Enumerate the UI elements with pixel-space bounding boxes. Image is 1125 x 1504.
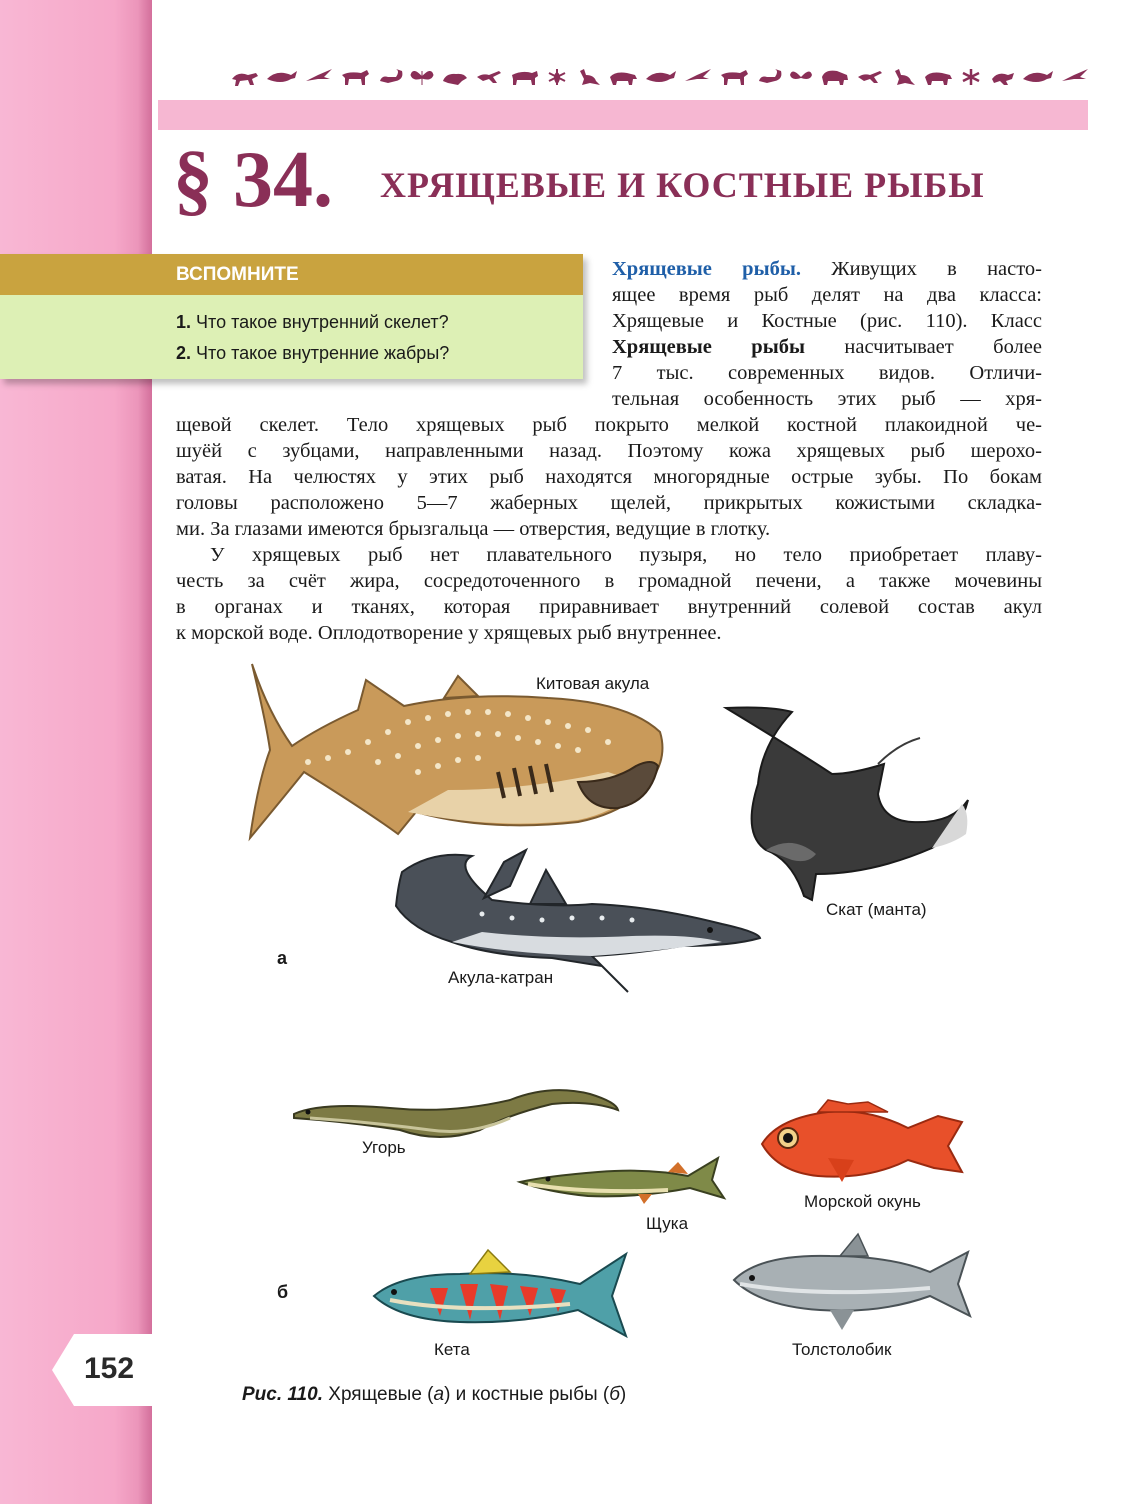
question-text: Что такое внутренние жабры? bbox=[196, 343, 450, 363]
sea-perch-illustration bbox=[758, 1098, 968, 1188]
label-eel: Угорь bbox=[362, 1138, 406, 1157]
figure-letter-b: б bbox=[277, 1282, 289, 1302]
text-line: щевой скелет. Тело хрящевых рыб покрыто мелкой костной плакоидной че- bbox=[176, 414, 1042, 436]
header-band bbox=[158, 100, 1088, 130]
animal-icon bbox=[230, 67, 260, 87]
butterfly-icon bbox=[409, 67, 435, 87]
dolphin-icon bbox=[265, 67, 299, 87]
insect-icon bbox=[545, 67, 569, 87]
animal-silhouette-row bbox=[230, 64, 1090, 90]
caption-text: ) bbox=[619, 1384, 627, 1405]
animal-icon bbox=[339, 67, 371, 87]
page-number: 152 bbox=[84, 1352, 135, 1385]
scorpion-icon bbox=[755, 67, 783, 87]
kangaroo-icon bbox=[889, 67, 917, 87]
bird-icon bbox=[1060, 67, 1090, 87]
remember-box bbox=[0, 254, 583, 379]
paragraph-1-bottom bbox=[176, 412, 1042, 542]
label-silver-carp: Толстолобик bbox=[792, 1340, 892, 1359]
caption-a: а bbox=[433, 1384, 445, 1405]
section-title: ХРЯЩЕВЫЕ И КОСТНЫЕ РЫБЫ bbox=[380, 165, 985, 205]
pike-illustration bbox=[518, 1152, 728, 1206]
silver-carp-illustration bbox=[730, 1232, 974, 1332]
caption-text: ) и костные рыбы ( bbox=[444, 1384, 610, 1405]
question-item bbox=[176, 338, 583, 369]
paragraph-1-top bbox=[612, 256, 1042, 412]
lizard-icon bbox=[475, 67, 503, 87]
text-line: Хрящевые и Костные (рис. 110). Класс bbox=[612, 310, 1042, 332]
text-span: насчитывает более bbox=[844, 336, 1042, 358]
text-line: ящее время рыб делят на два класса: bbox=[612, 284, 1042, 306]
figure-caption bbox=[242, 1384, 626, 1406]
text-line bbox=[612, 334, 1042, 360]
section-number: § 34. bbox=[173, 136, 333, 224]
text-line: к морской воде. Оплодотворение у хрящевых рыб внутреннее. bbox=[176, 622, 722, 644]
figure-letter-a: а bbox=[277, 948, 288, 968]
insect-icon bbox=[959, 67, 983, 87]
boar-icon bbox=[922, 67, 954, 87]
dolphin-icon bbox=[1021, 67, 1055, 87]
left-margin-strip bbox=[0, 0, 152, 1504]
question-number: 1. bbox=[176, 312, 192, 332]
caption-number: Рис. 110. bbox=[242, 1384, 323, 1405]
eel-illustration bbox=[290, 1078, 622, 1148]
question-number: 2. bbox=[176, 343, 192, 363]
bold-term: Хрящевые рыбы bbox=[612, 336, 805, 358]
bull-icon bbox=[508, 67, 540, 87]
bird-icon bbox=[304, 67, 334, 87]
left-margin-shadow bbox=[138, 0, 152, 1504]
label-perch: Морской окунь bbox=[804, 1192, 921, 1211]
question-item bbox=[176, 307, 583, 338]
text-line: в органах и тканях, которая приравнивает внутренний солевой состав акул bbox=[176, 596, 1042, 618]
question-text: Что такое внутренний скелет? bbox=[196, 312, 449, 332]
label-whale-shark: Китовая акула bbox=[536, 674, 650, 693]
rodent-icon bbox=[440, 67, 470, 87]
text-line: ми. За глазами имеются брызгальца — отверстия, ведущие в глотку. bbox=[176, 518, 771, 540]
paragraph-2 bbox=[176, 542, 1042, 646]
butterfly-icon bbox=[788, 67, 814, 87]
text-line: тельная особенность этих рыб — хря- bbox=[612, 388, 1042, 410]
horse-icon bbox=[718, 67, 750, 87]
text-line: шуёй с зубцами, направленными назад. Поэтому кожа хрящевых рыб шерохо- bbox=[176, 440, 1042, 462]
label-katran: Акула-катран bbox=[448, 968, 554, 987]
text-line: У хрящевых рыб нет плавательного пузыря, но тело приобретает плаву- bbox=[210, 544, 1042, 566]
boar-icon bbox=[607, 67, 639, 87]
text-line bbox=[612, 256, 1042, 282]
bison-icon bbox=[819, 67, 851, 87]
label-pike: Щука bbox=[646, 1214, 689, 1233]
label-keta: Кета bbox=[434, 1340, 470, 1359]
remember-questions bbox=[0, 295, 583, 379]
keta-salmon-illustration bbox=[370, 1244, 632, 1344]
kangaroo-icon bbox=[574, 67, 602, 87]
animal-icon bbox=[988, 67, 1016, 87]
dolphin-icon bbox=[644, 67, 678, 87]
text-line: честь за счёт жира, сосредоточенного в громадной печени, а также мочевины bbox=[176, 570, 1042, 592]
text-span: Живущих в насто- bbox=[831, 258, 1043, 280]
lead-term: Хрящевые рыбы. bbox=[612, 258, 801, 280]
remember-header: ВСПОМНИТЕ bbox=[0, 254, 583, 295]
label-manta: Скат (манта) bbox=[826, 900, 927, 919]
text-line: ватая. На челюстях у этих рыб находятся многорядные острые зубы. По бокам bbox=[176, 466, 1042, 488]
scorpion-icon bbox=[376, 67, 404, 87]
lizard-icon bbox=[856, 67, 884, 87]
text-line: головы расположено 5—7 жаберных щелей, прикрытых кожистыми складка- bbox=[176, 492, 1042, 514]
caption-text: Хрящевые ( bbox=[328, 1384, 434, 1405]
caption-b: б bbox=[609, 1384, 620, 1405]
text-line: 7 тыс. современных видов. Отличи- bbox=[612, 362, 1042, 384]
bird-icon bbox=[683, 67, 713, 87]
